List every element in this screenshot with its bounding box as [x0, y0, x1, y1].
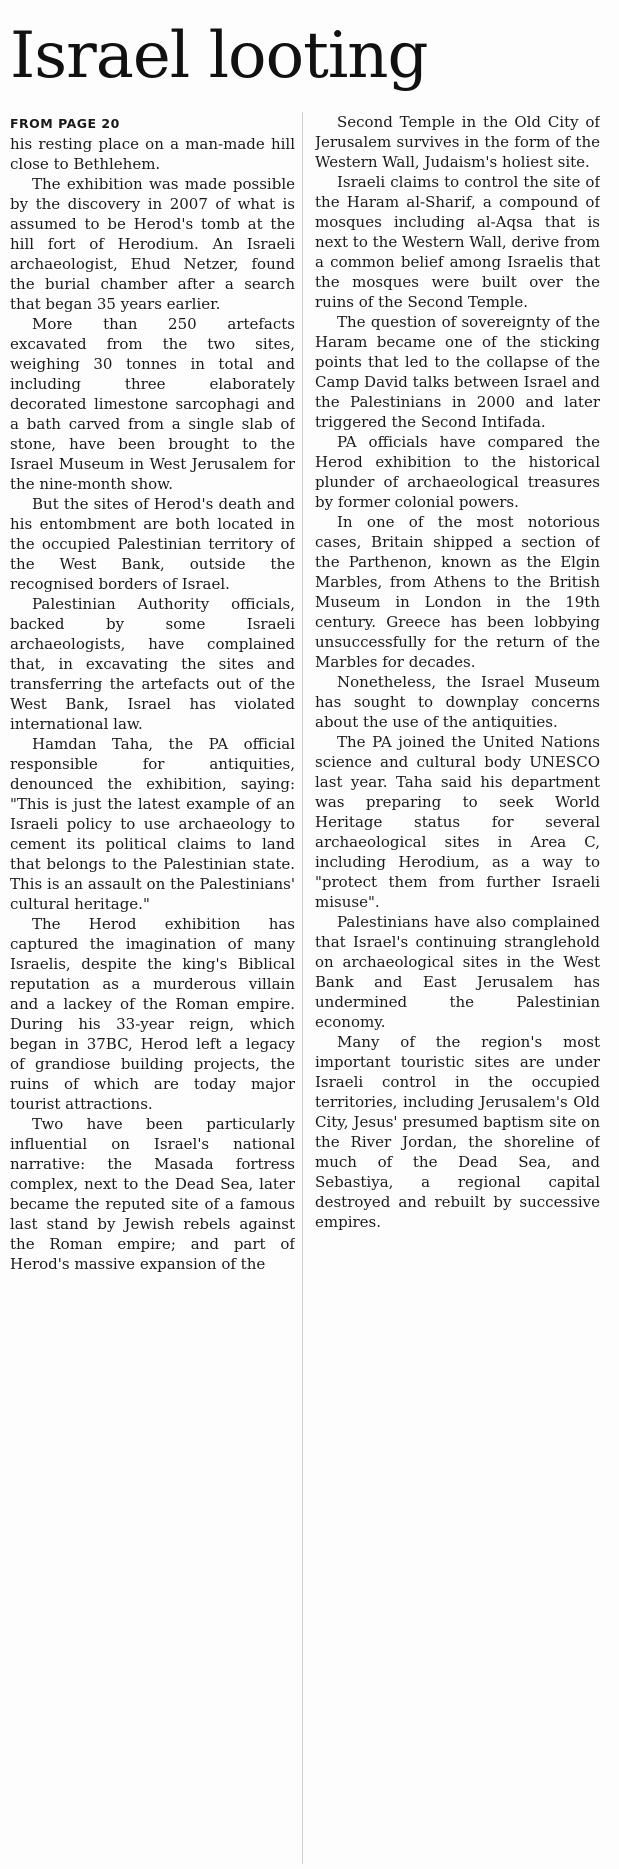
paragraph: Nonetheless, the Israel Museum has sought to downplay concerns about the use of the antiquities. [315, 673, 600, 731]
paragraph: Palestinian Authority officials, backed by some Israeli archaeologists, have complained that, in excavating the sites and transferring the artefacts out of the West Bank, Israel has violated international law. [10, 595, 295, 733]
column-divider [302, 112, 303, 1864]
paragraph: Second Temple in the Old City of Jerusalem survives in the form of the Western Wall, Judaism's holiest site. [315, 113, 600, 171]
paragraph: PA officials have compared the Herod exhibition to the historical plunder of archaeological treasures by former colonial powers. [315, 433, 600, 511]
paragraph: The PA joined the United Nations science and cultural body UNESCO last year. Taha said his department was preparing to seek World Heritage status for several archaeological sites in Area C, including Herodium, as a way to "protect them from further Israeli misuse". [315, 733, 600, 911]
article-headline: Israel looting [10, 19, 428, 93]
paragraph: Hamdan Taha, the PA official responsible for antiquities, denounced the exhibition, saying: "This is just the latest example of an Israeli policy to use archaeology to cement its political claims to land that belongs to the Palestinian state. This is an assault on the Palestinians' cultural heritage." [10, 735, 295, 913]
paragraph: The exhibition was made possible by the discovery in 2007 of what is assumed to be Herod's tomb at the hill fort of Herodium. An Israeli archaeologist, Ehud Netzer, found the burial chamber after a search that began 35 years earlier. [10, 175, 295, 313]
continuation-kicker: FROM PAGE 20 [10, 116, 120, 131]
paragraph: The question of sovereignty of the Haram became one of the sticking points that led to the collapse of the Camp David talks between Israel and the Palestinians in 2000 and later triggered the Second Intifada. [315, 313, 600, 431]
paragraph: his resting place on a man-made hill close to Bethlehem. [10, 135, 295, 173]
paragraph: But the sites of Herod's death and his entombment are both located in the occupied Palestinian territory of the West Bank, outside the recognised borders of Israel. [10, 495, 295, 593]
paragraph: In one of the most notorious cases, Britain shipped a section of the Parthenon, known as the Elgin Marbles, from Athens to the British Museum in London in the 19th century. Greece has been lobbying unsuccessfully for the return of the Marbles for decades. [315, 513, 600, 671]
left-column [10, 116, 295, 1866]
right-column [315, 112, 600, 1862]
paragraph: Many of the region's most important touristic sites are under Israeli control in the occupied territories, including Jerusalem's Old City, Jesus' presumed baptism site on the River Jordan, the shoreline of much of the Dead Sea, and Sebastiya, a regional capital destroyed and rebuilt by successive empires. [315, 1033, 600, 1231]
paragraph: Palestinians have also complained that Israel's continuing stranglehold on archaeological sites in the West Bank and East Jerusalem has undermined the Palestinian economy. [315, 913, 600, 1031]
paragraph: More than 250 artefacts excavated from the two sites, weighing 30 tonnes in total and including three elaborately decorated limestone sarcophagi and a bath carved from a single slab of stone, have been brought to the Israel Museum in West Jerusalem for the nine-month show. [10, 315, 295, 493]
paragraph: The Herod exhibition has captured the imagination of many Israelis, despite the king's Biblical reputation as a murderous villain and a lackey of the Roman empire. During his 33-year reign, which began in 37BC, Herod left a legacy of grandiose building projects, the ruins of which are today major tourist attractions. [10, 915, 295, 1113]
paragraph: Israeli claims to control the site of the Haram al-Sharif, a compound of mosques including al-Aqsa that is next to the Western Wall, derive from a common belief among Israelis that the mosques were built over the ruins of the Second Temple. [315, 173, 600, 311]
paragraph: Two have been particularly influential on Israel's national narrative: the Masada fortress complex, next to the Dead Sea, later became the reputed site of a famous last stand by Jewish rebels against the Roman empire; and part of Herod's massive expansion of the [10, 1115, 295, 1273]
